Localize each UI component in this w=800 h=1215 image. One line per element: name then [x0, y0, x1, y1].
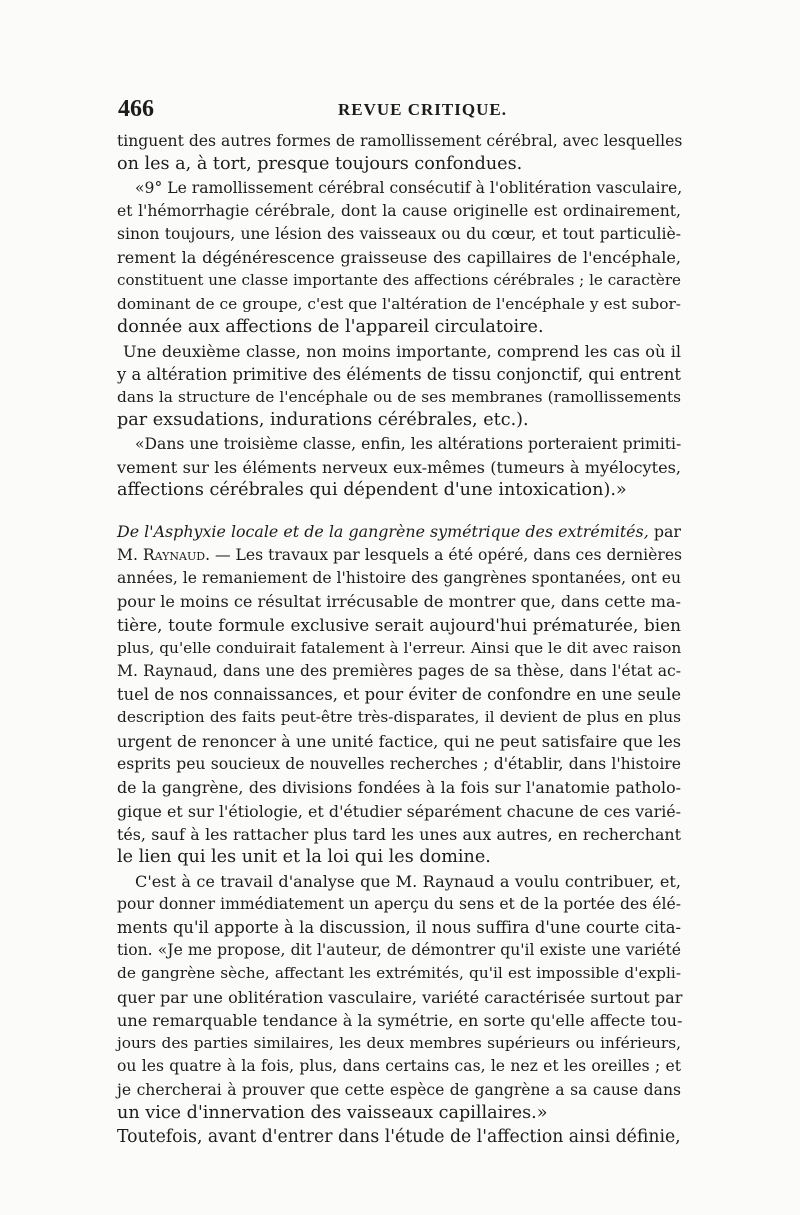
review-title: De l'Asphyxie locale et de la gangrène symétrique des extrémités, [117, 522, 649, 541]
text-line: de la gangrène, des divisions fondées à la fois sur l'anatomie patholo- [117, 778, 681, 797]
text-line: par exsudations, indurations cérébrales, etc.). [117, 410, 529, 430]
review-author-line [117, 544, 681, 567]
author-initial: M. [117, 546, 138, 564]
text-line: Une deuxième classe, non moins importante, comprend les cas où il [123, 342, 681, 361]
text-line: urgent de renoncer à une unité factice, qui ne peut satisfaire que les [117, 732, 681, 751]
text-line: y a altération primitive des éléments de tissu conjonctif, qui entrent [117, 365, 681, 384]
author-name: Raynaud. [142, 546, 211, 564]
text-line: esprits peu soucieux de nouvelles recherches ; d'établir, dans l'histoire [117, 755, 681, 773]
text-line: «9° Le ramollissement cérébral consécutif à l'oblitération vasculaire, [135, 179, 683, 197]
text-line: Toutefois, avant d'entrer dans l'étude de l'affection ainsi définie, [117, 1127, 681, 1147]
text-line: plus, qu'elle conduirait fatalement à l'erreur. Ainsi que le dit avec raison [117, 639, 682, 657]
text-line: on les a, à tort, presque toujours confondues. [117, 154, 523, 174]
text-line: constituent une classe importante des affections cérébrales ; le caractère [117, 271, 681, 289]
text-line: tés, sauf à les rattacher plus tard les unes aux autres, en recherchant [117, 825, 681, 844]
text-line: sinon toujours, une lésion des vaisseaux ou du cœur, et tout particuliè- [117, 225, 681, 243]
text-line: et l'hémorrhagie cérébrale, dont la cause originelle est ordinairement, [117, 202, 681, 220]
text-line: années, le remaniement de l'histoire des gangrènes spontanées, ont eu [117, 569, 681, 587]
text-line: C'est à ce travail d'analyse que M. Raynaud a voulu contribuer, et, [135, 872, 681, 891]
text-line: de gangrène sèche, affectant les extrémités, qu'il est impossible d'expli- [117, 964, 681, 982]
text-line: tuel de nos connaissances, et pour éviter de confondre en une seule [117, 685, 681, 704]
text-line: un vice d'innervation des vaisseaux capillaires.» [117, 1103, 548, 1123]
text-line: vement sur les éléments nerveux eux-mêmes (tumeurs à myélocytes, [117, 458, 681, 477]
text-line: ou les quatre à la fois, plus, dans certains cas, le nez et les oreilles ; et [117, 1057, 681, 1075]
text-line: tinguent des autres formes de ramollissement cérébral, avec lesquelles [117, 132, 683, 150]
review-title-line [117, 520, 681, 543]
text-line: tion. «Je me propose, dit l'auteur, de démontrer qu'il existe une variété [117, 941, 681, 959]
text-line: ments qu'il apporte à la discussion, il nous suffira d'une courte cita- [117, 918, 681, 937]
text-line: le lien qui les unit et la loi qui les domine. [117, 847, 491, 867]
text-line: affections cérébrales qui dépendent d'une intoxication).» [117, 480, 627, 500]
text-line: description des faits peut-être très-disparates, il devient de plus en plus [117, 708, 681, 726]
text-line: pour le moins ce résultat irrécusable de montrer que, dans cette ma- [117, 592, 681, 611]
text-line: rement la dégénérescence graisseuse des capillaires de l'encéphale, [117, 248, 681, 267]
page-header [118, 96, 688, 122]
text-line: je chercherai à prouver que cette espèce de gangrène a sa cause dans [117, 1081, 681, 1099]
text-line: quer par une oblitération vasculaire, variété caractérisée surtout par [117, 988, 683, 1007]
text-line: tière, toute formule exclusive serait aujourd'hui prématurée, bien [117, 615, 681, 635]
text-line: donnée aux affections de l'appareil circulatoire. [117, 317, 544, 337]
text-line: dominant de ce groupe, c'est que l'altération de l'encéphale y est subor- [117, 295, 681, 313]
text-line: gique et sur l'étiologie, et d'étudier séparément chacune de ces varié- [117, 802, 681, 821]
text-line: «Dans une troisième classe, enfin, les altérations porteraient primiti- [135, 435, 682, 453]
page-number: 466 [118, 96, 154, 122]
review-title-by: par [648, 522, 681, 541]
text-line: pour donner immédiatement un aperçu du sens et de la portée des élé- [117, 895, 681, 913]
text-fragment: — Les travaux par lesquels a été opéré, dans ces dernières [210, 546, 683, 564]
running-title: REVUE CRITIQUE. [338, 100, 507, 119]
text-line: jours des parties similaires, les deux membres supérieurs ou inférieurs, [117, 1034, 681, 1052]
text-line: M. Raynaud, dans une des premières pages de sa thèse, dans l'état ac- [117, 662, 681, 680]
text-line: dans la structure de l'encéphale ou de ses membranes (ramollissements [117, 388, 681, 406]
text-line: une remarquable tendance à la symétrie, en sorte qu'elle affecte tou- [117, 1011, 683, 1030]
